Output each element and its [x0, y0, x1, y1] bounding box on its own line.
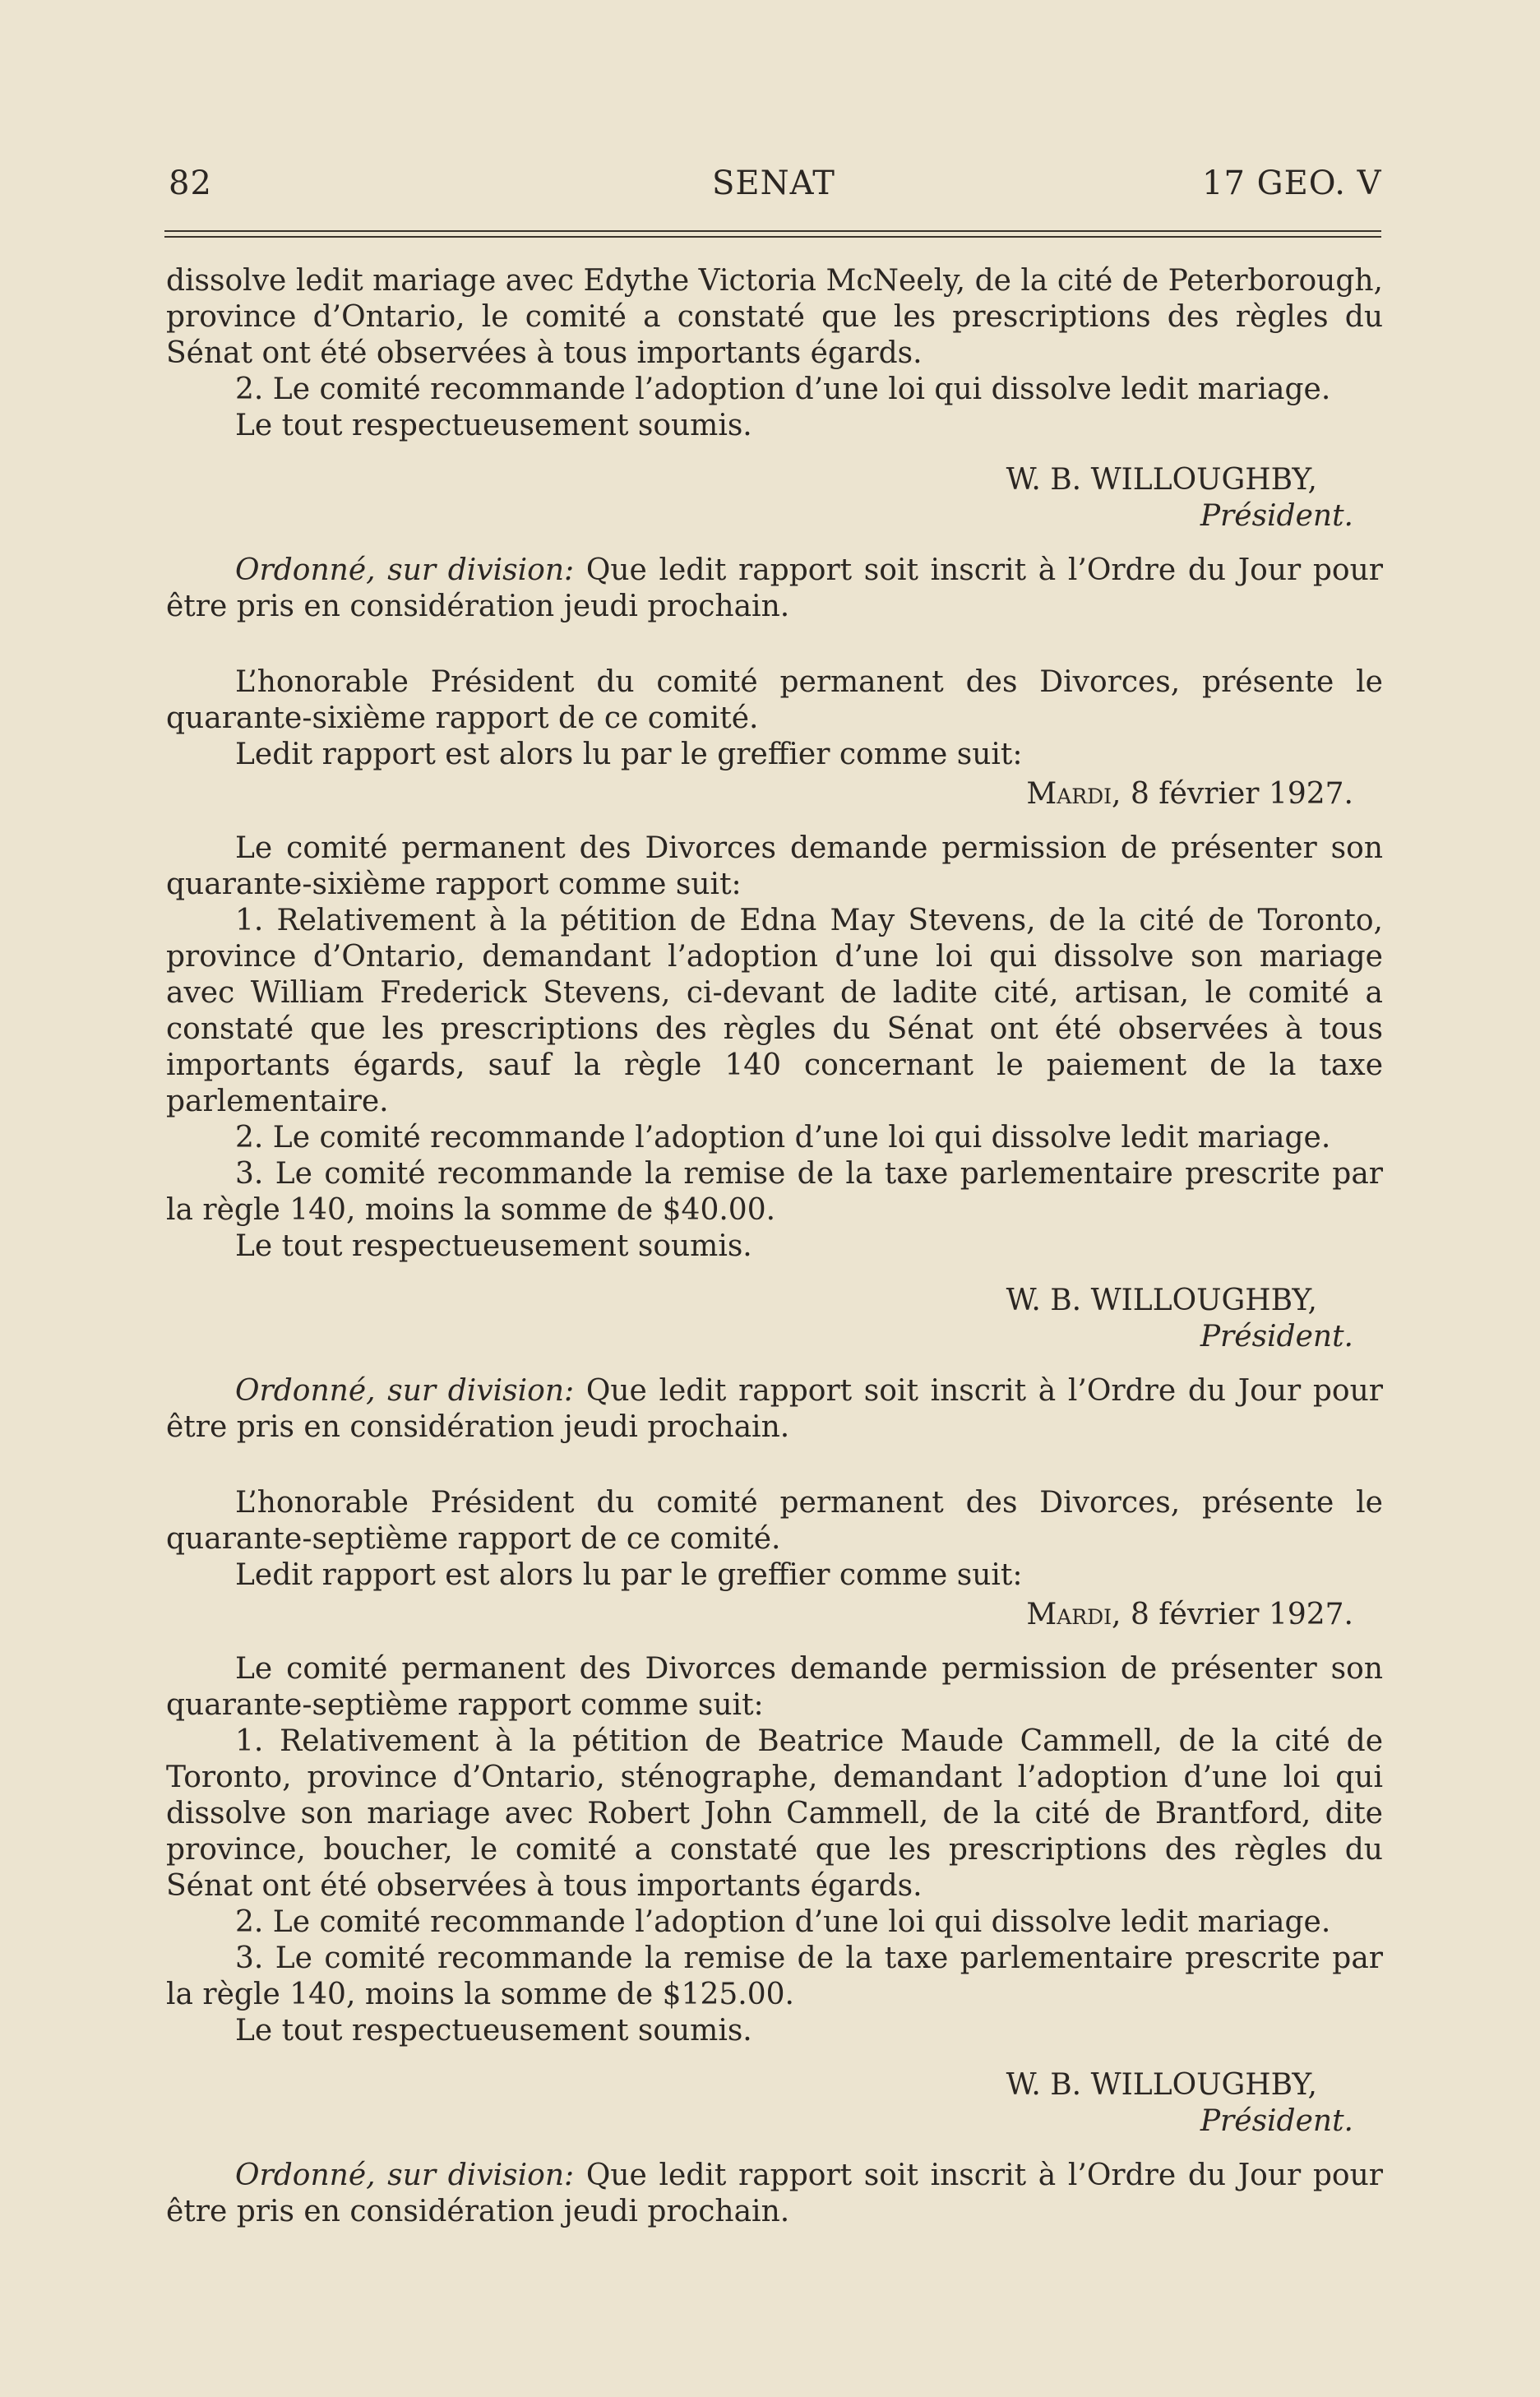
- report-date: [166, 1597, 1383, 1633]
- paragraph: 2. Le comité recommande l’adoption d’une loi qui dissolve ledit mariage.: [235, 373, 1331, 406]
- signature-name: W. B. WILLOUGHBY,: [1006, 2068, 1317, 2102]
- report-date: [166, 776, 1383, 812]
- page-number: 82: [169, 164, 212, 202]
- paragraph: 1. Relativement à la pétition de Edna May Stevens, de la cité de Toronto, province d’Ontario, demandant l’adoption d’une loi qui dissolve son mariage avec William Frederick Stevens, ci-devant de ladite cité, artisan, le comité a constaté que les prescriptions des règles du Sénat ont été observées à tous importants égards, sauf la règle 140 concernant le paiement de la taxe parlementaire.: [166, 904, 1383, 1118]
- order-paragraph: [166, 553, 1383, 625]
- paragraph: 1. Relativement à la pétition de Beatrice Maude Cammell, de la cité de Toronto, province d’Ontario, sténographe, demandant l’adoption d’une loi qui dissolve son mariage avec Robert John Cammell, de la cité de Brantford, dite province, boucher, le comité a constaté que les prescriptions des règles du Sénat ont été observées à tous importants égards.: [166, 1724, 1383, 1903]
- paragraph: dissolve ledit mariage avec Edythe Victoria McNeely, de la cité de Peterborough, province d’Ontario, le comité a constaté que les prescriptions des règles du Sénat ont été observées à tous importants égards.: [166, 264, 1383, 370]
- date-day: Mardi,: [1026, 1598, 1121, 1631]
- signature-title: Président.: [1200, 2104, 1353, 2138]
- signature-title: Président.: [1200, 499, 1353, 533]
- paragraph: Le tout respectueusement soumis.: [235, 409, 752, 442]
- paragraph: Le comité permanent des Divorces demande permission de présenter son quarante-septième rapport comme suit:: [166, 1652, 1383, 1722]
- order-text: Que ledit rapport soit inscrit à l’Ordre du Jour pour être pris en considération jeudi prochain.: [166, 553, 1384, 623]
- signature-name: W. B. WILLOUGHBY,: [1006, 463, 1317, 497]
- date-rest: 8 février 1927.: [1121, 1598, 1353, 1631]
- paragraph: 2. Le comité recommande l’adoption d’une loi qui dissolve ledit mariage.: [235, 1905, 1331, 1939]
- running-title: SENAT: [712, 164, 835, 202]
- paragraph: L’honorable Président du comité permanent des Divorces, présente le quarante-septième rapport de ce comité.: [166, 1486, 1383, 1556]
- document-body: [166, 263, 1383, 2230]
- paragraph: Ledit rapport est alors lu par le greffier comme suit:: [235, 1558, 1023, 1592]
- session-label: 17 GEO. V: [1202, 164, 1382, 202]
- paragraph: 3. Le comité recommande la remise de la taxe parlementaire prescrite par la règle 140, moins la somme de $125.00.: [166, 1941, 1383, 2011]
- order-label: Ordonné, sur division:: [235, 2159, 575, 2192]
- signature-title: Président.: [1200, 1320, 1353, 1354]
- paragraph: 2. Le comité recommande l’adoption d’une loi qui dissolve ledit mariage.: [235, 1121, 1331, 1155]
- order-paragraph: [166, 2158, 1383, 2230]
- signature-name: W. B. WILLOUGHBY,: [1006, 1284, 1317, 1317]
- header-rule-top: [164, 230, 1381, 232]
- header-rule-bottom: [164, 236, 1381, 238]
- paragraph: L’honorable Président du comité permanent des Divorces, présente le quarante-sixième rapport de ce comité.: [166, 665, 1383, 735]
- paragraph: 3. Le comité recommande la remise de la taxe parlementaire prescrite par la règle 140, moins la somme de $40.00.: [166, 1157, 1383, 1227]
- paragraph: Le tout respectueusement soumis.: [235, 1229, 752, 1263]
- order-label: Ordonné, sur division:: [235, 1374, 575, 1408]
- order-text: Que ledit rapport soit inscrit à l’Ordre du Jour pour être pris en considération jeudi prochain.: [166, 2159, 1384, 2228]
- order-label: Ordonné, sur division:: [235, 553, 575, 587]
- paragraph: Le comité permanent des Divorces demande permission de présenter son quarante-sixième rapport comme suit:: [166, 831, 1383, 901]
- date-day: Mardi,: [1026, 777, 1121, 811]
- paragraph: Ledit rapport est alors lu par le greffier comme suit:: [235, 738, 1023, 771]
- order-paragraph: [166, 1373, 1383, 1446]
- date-rest: 8 février 1927.: [1121, 777, 1353, 811]
- paragraph: Le tout respectueusement soumis.: [235, 2014, 752, 2048]
- order-text: Que ledit rapport soit inscrit à l’Ordre du Jour pour être pris en considération jeudi prochain.: [166, 1374, 1384, 1444]
